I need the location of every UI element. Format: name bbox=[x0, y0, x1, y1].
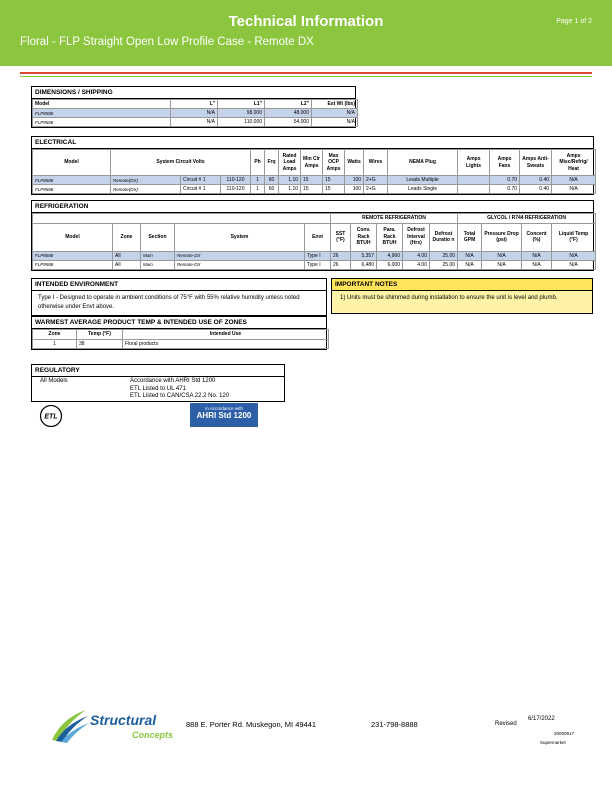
zones-cell: Floral products bbox=[123, 339, 329, 348]
refrig-cell: N/A bbox=[458, 260, 482, 269]
elec-cell: 15 bbox=[323, 176, 345, 185]
elec-cell: 60 bbox=[265, 176, 279, 185]
footer-revised-label: Revised bbox=[495, 721, 517, 727]
refrig-h: Para. Rack BTUH bbox=[377, 223, 403, 251]
refrig-group-spacer bbox=[33, 214, 331, 224]
table-row bbox=[33, 118, 358, 127]
dimensions-title: DIMENSIONS / SHIPPING bbox=[32, 87, 355, 99]
zones-title: WARMEST AVERAGE PRODUCT TEMP & INTENDED USE OF ZONES bbox=[32, 317, 326, 329]
refrig-cell: N/A bbox=[522, 251, 552, 260]
electrical-header-row bbox=[33, 150, 596, 176]
refrig-cell: 4.00 bbox=[403, 251, 430, 260]
footer-revised-date: 6/17/2022 bbox=[528, 716, 555, 722]
dim-cell: 54.000 bbox=[265, 118, 312, 127]
refrig-cell: Remote-DX bbox=[175, 260, 305, 269]
dim-h-l2: L2" bbox=[265, 100, 312, 109]
refrig-h: Defrost Interval (Hrs) bbox=[403, 223, 430, 251]
elec-cell: Leads Single bbox=[388, 185, 458, 194]
zones-h: Intended Use bbox=[123, 330, 329, 340]
dimensions-section bbox=[31, 86, 356, 128]
elec-cell: 0.40 bbox=[520, 185, 552, 194]
refrig-h: Pressure Drop (psi) bbox=[482, 223, 522, 251]
refrig-cell: Main bbox=[141, 251, 175, 260]
refrig-h: Model bbox=[33, 223, 113, 251]
elec-h: Frq bbox=[265, 150, 279, 176]
zones-header-row bbox=[33, 330, 329, 340]
refrig-cell: N/A bbox=[522, 260, 552, 269]
refrig-cell: 25.00 bbox=[430, 260, 458, 269]
elec-h-system-circuit-volts: System Circuit Volts bbox=[111, 150, 251, 176]
refrig-group-remote: REMOTE REFRIGERATION bbox=[331, 214, 458, 224]
elec-h: Max OCP Amps bbox=[323, 150, 345, 176]
elec-cell: 110-120 bbox=[221, 176, 251, 185]
elec-cell bbox=[458, 185, 490, 194]
zones-h: Temp (°F) bbox=[77, 330, 123, 340]
elec-h: Wires bbox=[364, 150, 388, 176]
electrical-section bbox=[31, 136, 594, 195]
dim-cell: N/A bbox=[312, 118, 358, 127]
electrical-table bbox=[32, 149, 596, 194]
refrig-cell: Remote-DX bbox=[175, 251, 305, 260]
ahri-badge-top: In Accordance with bbox=[205, 406, 243, 411]
dim-cell: FLP9588 bbox=[33, 118, 171, 127]
dim-h-wt: Est Wt (lbs) bbox=[312, 100, 358, 109]
dimensions-header-row bbox=[33, 100, 358, 109]
page-subtitle: Floral - FLP Straight Open Low Profile Case - Remote DX bbox=[20, 36, 314, 48]
table-row bbox=[33, 109, 358, 118]
refrig-cell: 25.00 bbox=[430, 251, 458, 260]
refrig-cell: 6,480 bbox=[351, 260, 377, 269]
dimensions-table bbox=[32, 99, 358, 127]
elec-cell: FLP8588 bbox=[33, 176, 111, 185]
dim-cell: N/A bbox=[171, 118, 218, 127]
refrig-h: Total GPM bbox=[458, 223, 482, 251]
elec-cell: 15 bbox=[301, 176, 323, 185]
elec-cell: FLP9588 bbox=[33, 185, 111, 194]
header-banner bbox=[0, 0, 612, 66]
ahri-badge-main: AHRI Std 1200 bbox=[196, 411, 252, 420]
refrigeration-title: REFRIGERATION bbox=[32, 201, 593, 213]
elec-h: Amps Misc/Refrig/ Heat bbox=[552, 150, 596, 176]
elec-cell bbox=[458, 176, 490, 185]
elec-cell: Circuit # 1 bbox=[181, 176, 221, 185]
dim-cell: 48.000 bbox=[265, 109, 312, 118]
logo-sub: Concepts bbox=[132, 730, 174, 740]
elec-cell: 15 bbox=[323, 185, 345, 194]
refrig-group-glycol: GLYCOL / R744 REFRIGERATION bbox=[458, 214, 596, 224]
elec-cell: 0.40 bbox=[520, 176, 552, 185]
elec-h: Amps Lights bbox=[458, 150, 490, 176]
elec-cell: 2+G bbox=[364, 176, 388, 185]
refrig-header-row bbox=[33, 223, 596, 251]
regulatory-line: ETL Listed to CAN/CSA 22.2 No. 120 bbox=[130, 393, 230, 399]
elec-cell: N/A bbox=[552, 176, 596, 185]
elec-cell: 1 bbox=[251, 176, 265, 185]
elec-cell: 110-120 bbox=[221, 185, 251, 194]
refrig-cell: 4,960 bbox=[377, 251, 403, 260]
refrig-cell: All bbox=[113, 251, 141, 260]
refrig-h: SST (°F) bbox=[331, 223, 351, 251]
table-row bbox=[33, 251, 596, 260]
refrig-cell: All bbox=[113, 260, 141, 269]
table-row bbox=[33, 339, 329, 348]
refrig-cell: Type I bbox=[305, 251, 331, 260]
refrig-cell: Main bbox=[141, 260, 175, 269]
table-row bbox=[33, 260, 596, 269]
environment-section bbox=[31, 278, 327, 316]
notes-text: 1) Units must be shimmed during installation to ensure the unit is level and plumb. bbox=[340, 295, 558, 301]
elec-cell: 60 bbox=[265, 185, 279, 194]
elec-h: Ph bbox=[251, 150, 265, 176]
refrig-h: Section bbox=[141, 223, 175, 251]
etl-listed-icon bbox=[38, 404, 64, 428]
refrig-h: Envt bbox=[305, 223, 331, 251]
elec-cell: Remote(DX) bbox=[111, 176, 181, 185]
divider-red bbox=[20, 72, 592, 74]
refrig-cell: 26 bbox=[331, 260, 351, 269]
elec-cell: 100 bbox=[345, 176, 364, 185]
environment-title: INTENDED ENVIRONMENT bbox=[32, 279, 326, 291]
page-number: Page 1 of 2 bbox=[556, 18, 592, 25]
elec-cell: N/A bbox=[552, 185, 596, 194]
refrig-cell: FLP8588 bbox=[33, 251, 113, 260]
refrig-group-row bbox=[33, 214, 596, 224]
refrig-h: Defrost Duratio n bbox=[430, 223, 458, 251]
elec-cell: 1.10 bbox=[279, 176, 301, 185]
elec-h: Amps Anti-Sweats bbox=[520, 150, 552, 176]
refrigeration-table bbox=[32, 213, 596, 270]
dim-cell: N/A bbox=[171, 109, 218, 118]
elec-h: NEMA Plug bbox=[388, 150, 458, 176]
footer-phone: 231-798-8888 bbox=[371, 720, 418, 729]
elec-cell: Leads Multiple bbox=[388, 176, 458, 185]
refrig-h: Conv. Rack BTUH bbox=[351, 223, 377, 251]
refrig-cell: N/A bbox=[482, 251, 522, 260]
zones-section bbox=[31, 316, 327, 350]
elec-cell: 1.10 bbox=[279, 185, 301, 194]
dim-h-l1: L1" bbox=[218, 100, 265, 109]
dim-h-l: L" bbox=[171, 100, 218, 109]
footer-category: Supermarket bbox=[540, 740, 566, 745]
elec-h: Min Cir Amps bbox=[301, 150, 323, 176]
elec-h: Model bbox=[33, 150, 111, 176]
regulatory-label: All Models bbox=[40, 378, 68, 384]
refrig-h: Liquid Temp (°F) bbox=[552, 223, 596, 251]
refrig-cell: 4.00 bbox=[403, 260, 430, 269]
dim-cell: 98.000 bbox=[218, 109, 265, 118]
swoosh-icon bbox=[50, 708, 90, 744]
electrical-title: ELECTRICAL bbox=[32, 137, 593, 149]
elec-cell: 0.70 bbox=[490, 176, 520, 185]
zones-h: Zone bbox=[33, 330, 77, 340]
elec-cell: 15 bbox=[301, 185, 323, 194]
elec-cell: 1 bbox=[251, 185, 265, 194]
dim-cell: 110.000 bbox=[218, 118, 265, 127]
ahri-badge bbox=[190, 403, 258, 427]
environment-text: Type I - Designed to operate in ambient conditions of 75°F with 55% relative humidity unless noted otherwise under Envt above. bbox=[38, 295, 300, 310]
elec-h: Amps Fans bbox=[490, 150, 520, 176]
refrig-cell: N/A bbox=[552, 251, 596, 260]
regulatory-line: ETL Listed to UL 471 bbox=[130, 385, 186, 392]
dim-cell: FLP8588 bbox=[33, 109, 171, 118]
elec-h: Watts bbox=[345, 150, 364, 176]
zones-table bbox=[32, 329, 329, 349]
regulatory-lines bbox=[130, 378, 229, 401]
etl-text: ETL bbox=[44, 413, 58, 421]
elec-cell: 2+G bbox=[364, 185, 388, 194]
table-row bbox=[33, 176, 596, 185]
dim-h-model: Model bbox=[33, 100, 171, 109]
elec-cell: Circuit # 1 bbox=[181, 185, 221, 194]
refrig-cell: FLP9588 bbox=[33, 260, 113, 269]
zones-cell: 38 bbox=[77, 339, 123, 348]
notes-title: IMPORTANT NOTES bbox=[332, 279, 592, 291]
refrig-h: Concent (%) bbox=[522, 223, 552, 251]
page-title: Technical Information bbox=[228, 13, 384, 30]
regulatory-title: REGULATORY bbox=[32, 365, 284, 377]
refrig-h: Zone bbox=[113, 223, 141, 251]
company-logo bbox=[50, 708, 190, 744]
zones-cell: 1 bbox=[33, 339, 77, 348]
refrig-cell: Type I bbox=[305, 260, 331, 269]
elec-cell: 0.70 bbox=[490, 185, 520, 194]
elec-cell: 100 bbox=[345, 185, 364, 194]
refrig-cell: N/A bbox=[482, 260, 522, 269]
refrig-h: System bbox=[175, 223, 305, 251]
dim-cell: N/A bbox=[312, 109, 358, 118]
refrig-cell: N/A bbox=[552, 260, 596, 269]
refrig-cell: N/A bbox=[458, 251, 482, 260]
refrig-cell: 5,357 bbox=[351, 251, 377, 260]
refrig-cell: 6,000 bbox=[377, 260, 403, 269]
regulatory-line: Accordance with AHRI Std 1200 bbox=[130, 378, 216, 384]
regulatory-section bbox=[31, 364, 285, 402]
elec-h: Rated Load Amps bbox=[279, 150, 301, 176]
refrigeration-section bbox=[31, 200, 594, 271]
notes-section bbox=[331, 278, 593, 314]
footer-address: 888 E. Porter Rd. Muskegon, MI 49441 bbox=[186, 720, 317, 729]
elec-cell: Remote(DX) bbox=[111, 185, 181, 194]
logo-name: Structural bbox=[90, 712, 157, 728]
table-row bbox=[33, 185, 596, 194]
divider-green bbox=[20, 76, 592, 77]
footer-code: 20000917 bbox=[554, 731, 575, 736]
refrig-cell: 26 bbox=[331, 251, 351, 260]
